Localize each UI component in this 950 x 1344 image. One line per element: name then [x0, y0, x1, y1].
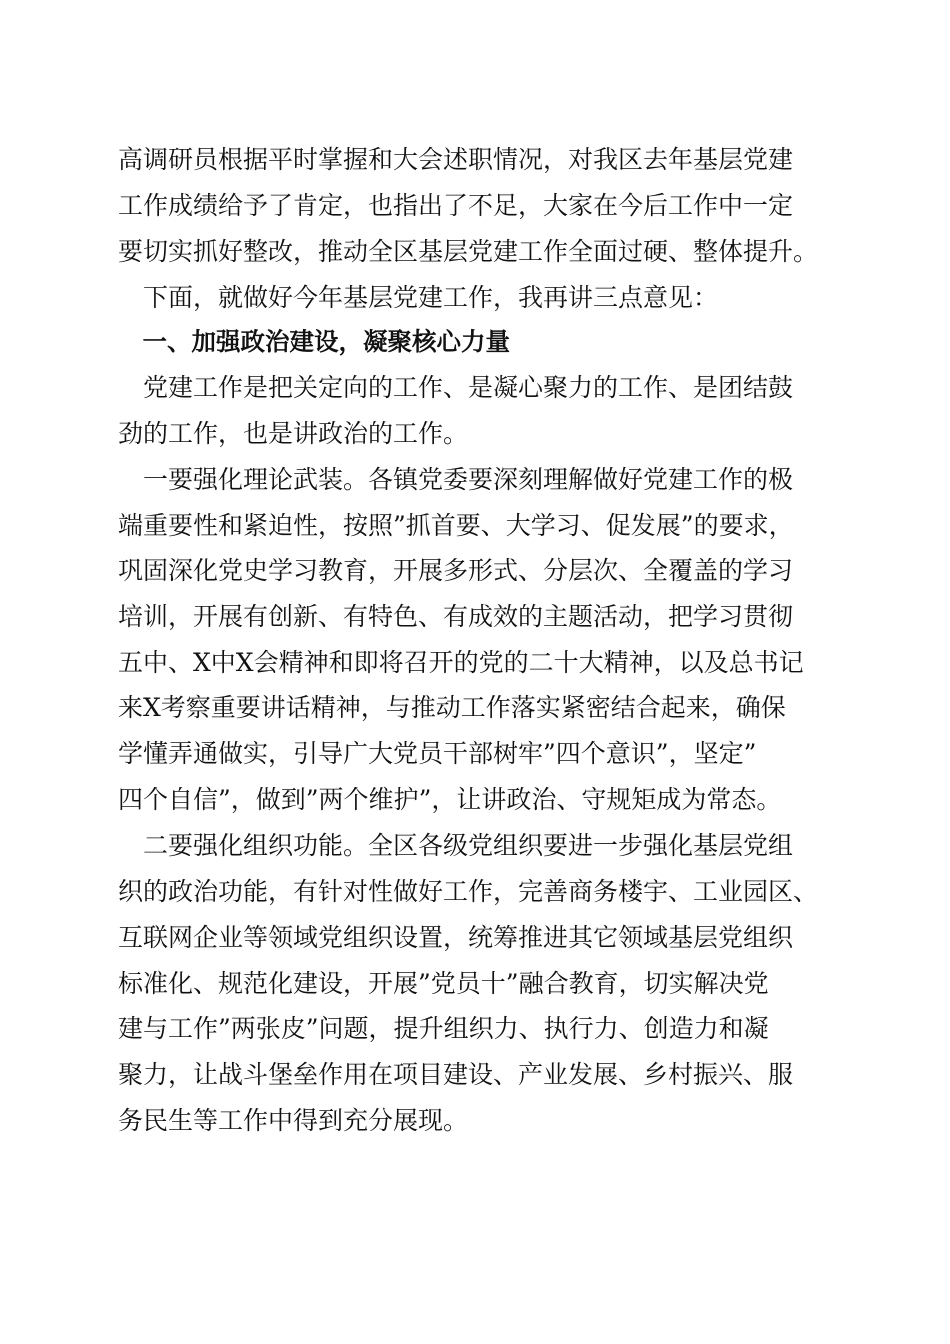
text-line: 来X考察重要讲话精神，与推动工作落实紧密结合起来，确保 [118, 693, 786, 722]
text-line: 二要强化组织功能。全区各级党组织要进一步强化基层党组 [118, 831, 794, 860]
text-line: 一要强化理论武装。各镇党委要深刻理解做好党建工作的极 [118, 465, 794, 494]
section-heading: 一、加强政治建设，凝聚核心力量 [118, 327, 510, 356]
text-line: 聚力，让战斗堡垒作用在项目建设、产业发展、乡村振兴、服 [118, 1060, 794, 1089]
text-line: 培训，开展有创新、有特色、有成效的主题活动，把学习贯彻 [118, 602, 794, 631]
text-line: 端重要性和紧迫性，按照”抓首要、大学习、促发展”的要求， [118, 511, 794, 540]
text-line: 下面，就做好今年基层党建工作，我再讲三点意见： [118, 283, 719, 312]
text-line: 五中、X中X会精神和即将召开的党的二十大精神，以及总书记 [118, 648, 804, 677]
text-line: 党建工作是把关定向的工作、是凝心聚力的工作、是团结鼓 [118, 373, 794, 402]
text-line: 务民生等工作中得到充分展现。 [118, 1106, 469, 1135]
text-line: 劲的工作，也是讲政治的工作。 [118, 419, 469, 448]
text-line: 织的政治功能，有针对性做好工作，完善商务楼宇、工业园区、 [118, 877, 819, 906]
text-line: 四个自信”，做到”两个维护”，让讲政治、守规矩成为常态。 [118, 785, 782, 814]
text-line: 互联网企业等领域党组织设置，统筹推进其它领域基层党组织 [118, 923, 794, 952]
text-line: 要切实抓好整改，推动全区基层党建工作全面过硬、整体提升。 [118, 237, 819, 266]
text-line: 巩固深化党史学习教育，开展多形式、分层次、全覆盖的学习 [118, 556, 794, 585]
text-line: 高调研员根据平时掌握和大会述职情况，对我区去年基层党建 [118, 145, 794, 174]
text-line: 标准化、规范化建设，开展”党员十”融合教育，切实解决党 [118, 969, 769, 998]
text-line: 建与工作”两张皮”问题，提升组织力、执行力、创造力和凝 [118, 1014, 769, 1043]
text-line: 学懂弄通做实，引导广大党员干部树牢”四个意识”，坚定” [118, 739, 757, 768]
text-line: 工作成绩给予了肯定，也指出了不足，大家在今后工作中一定 [118, 191, 794, 220]
